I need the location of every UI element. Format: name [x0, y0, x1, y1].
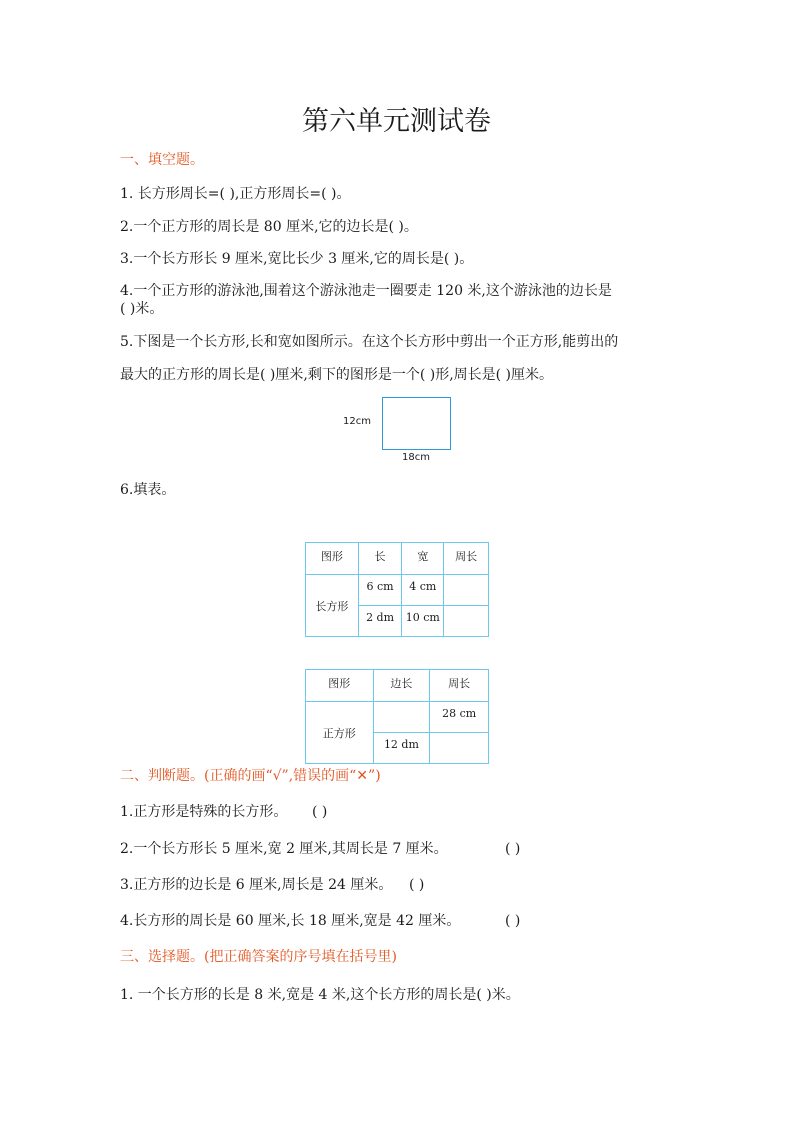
judge-item-4-paren: ( )	[505, 913, 521, 929]
judge-item-2: 2.一个长方形长 5 厘米,宽 2 厘米,其周长是 7 厘米。	[120, 841, 448, 857]
table-header-cell: 图形	[306, 543, 359, 575]
question-5-line-2: 最大的正方形的周长是( )厘米,剩下的图形是一个( )形,周长是( )厘米。	[120, 367, 554, 383]
judge-item-3-paren: ( )	[409, 877, 425, 893]
answer-cell	[430, 733, 489, 764]
figure-width-label: 12cm	[343, 416, 371, 427]
page-title: 第六单元测试卷	[302, 106, 491, 137]
section-heading-multiple-choice: 三、选择题。(把正确答案的序号填在括号里)	[120, 949, 397, 965]
figure-length-label: 18cm	[402, 452, 430, 463]
judge-item-1-paren: ( )	[312, 804, 328, 820]
square-table	[305, 669, 489, 764]
table-cell: 2 dm	[358, 606, 402, 637]
table-cell: 10 cm	[402, 606, 444, 637]
judge-item-3: 3.正方形的边长是 6 厘米,周长是 24 厘米。	[120, 877, 393, 893]
table-header-cell: 周长	[430, 670, 489, 702]
question-4-line-1: 4.一个正方形的游泳池,围着这个游泳池走一圈要走 120 米,这个游泳池的边长是	[120, 283, 612, 299]
judge-item-1: 1.正方形是特殊的长方形。	[120, 804, 288, 820]
answer-cell	[373, 702, 430, 733]
answer-cell	[444, 575, 489, 606]
table-header-cell: 图形	[306, 670, 374, 702]
judge-item-2-paren: ( )	[505, 841, 521, 857]
shape-name-cell: 长方形	[306, 575, 359, 637]
question-5-line-1: 5.下图是一个长方形,长和宽如图所示。在这个长方形中剪出一个正方形,能剪出的	[120, 334, 619, 350]
question-2: 2.一个正方形的周长是 80 厘米,它的边长是( )。	[120, 219, 418, 235]
table-header-cell: 边长	[373, 670, 430, 702]
table-cell: 28 cm	[430, 702, 489, 733]
question-6: 6.填表。	[120, 482, 176, 498]
choice-question-1: 1. 一个长方形的长是 8 米,宽是 4 米,这个长方形的周长是( )米。	[120, 987, 520, 1003]
table-cell: 4 cm	[402, 575, 444, 606]
table-header-cell: 宽	[402, 543, 444, 575]
question-4-line-2: ( )米。	[120, 301, 164, 317]
shape-name-cell: 正方形	[306, 702, 374, 764]
table-header-cell: 长	[358, 543, 402, 575]
section-heading-fill-blank: 一、填空题。	[120, 152, 204, 168]
question-1: 1. 长方形周长=( ),正方形周长=( )。	[120, 186, 351, 202]
question-3: 3.一个长方形长 9 厘米,宽比长少 3 厘米,它的周长是( )。	[120, 251, 474, 267]
answer-cell	[444, 606, 489, 637]
table-cell: 12 dm	[373, 733, 430, 764]
table-cell: 6 cm	[358, 575, 402, 606]
section-heading-true-false: 二、判断题。(正确的画“√”,错误的画“✕”)	[120, 768, 381, 784]
rectangle-figure	[382, 397, 451, 450]
rectangle-table	[305, 542, 489, 637]
judge-item-4: 4.长方形的周长是 60 厘米,长 18 厘米,宽是 42 厘米。	[120, 913, 461, 929]
table-header-cell: 周长	[444, 543, 489, 575]
